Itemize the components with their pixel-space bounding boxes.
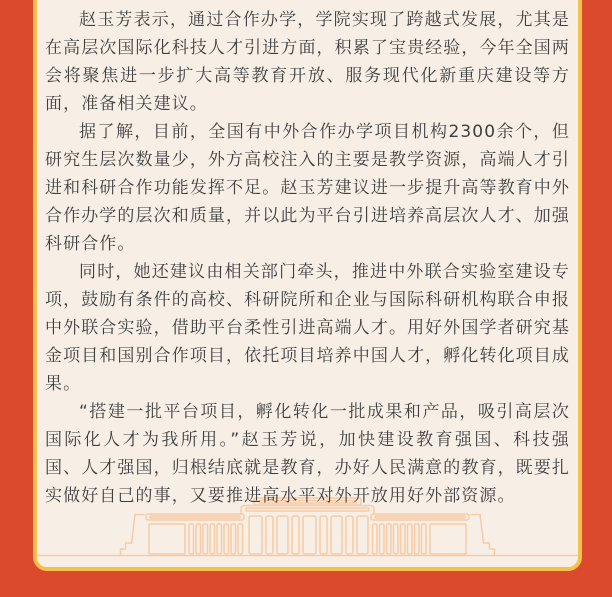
article-card: [33, 0, 582, 571]
article-body: [37, 0, 578, 510]
paragraph-3: 同时，她还建议由相关部门牵头，推进中外联合实验室建设专项，鼓励有条件的高校、科研院所和企业与国际科研机构联合申报中外联合实验，借助平台柔性引进高端人才。用好外国学者研究基金项目和国别合作项目，依托项目培养中国人才，孵化转化项目成果。: [45, 262, 570, 394]
paragraph-4: “搭建一批平台项目，孵化转化一批成果和产品，吸引高层次国际化人才为我所用。”赵玉芳说，加快建设教育强国、科技强国、人才强国，归根结底就是教育，办好人民满意的教育，既要扎实做好自己的事，又要推进高水平对外开放用好外部资源。: [45, 402, 570, 506]
paragraph-1: 赵玉芳表示，通过合作办学，学院实现了跨越式发展，尤其是在高层次国际化科技人才引进方面，积累了宝贵经验，今年全国两会将聚焦进一步扩大高等教育开放、服务现代化新重庆建设等方面，准备相关建议。: [45, 10, 570, 114]
paragraph-2: 据了解，目前，全国有中外合作办学项目机构2300余个，但研究生层次数量少，外方高校注入的主要是教学资源，高端人才引进和科研合作功能发挥不足。赵玉芳建议进一步提升高等教育中外合作办学的层次和质量，并以此为平台引进培养高层次人才、加强科研合作。: [45, 122, 570, 254]
